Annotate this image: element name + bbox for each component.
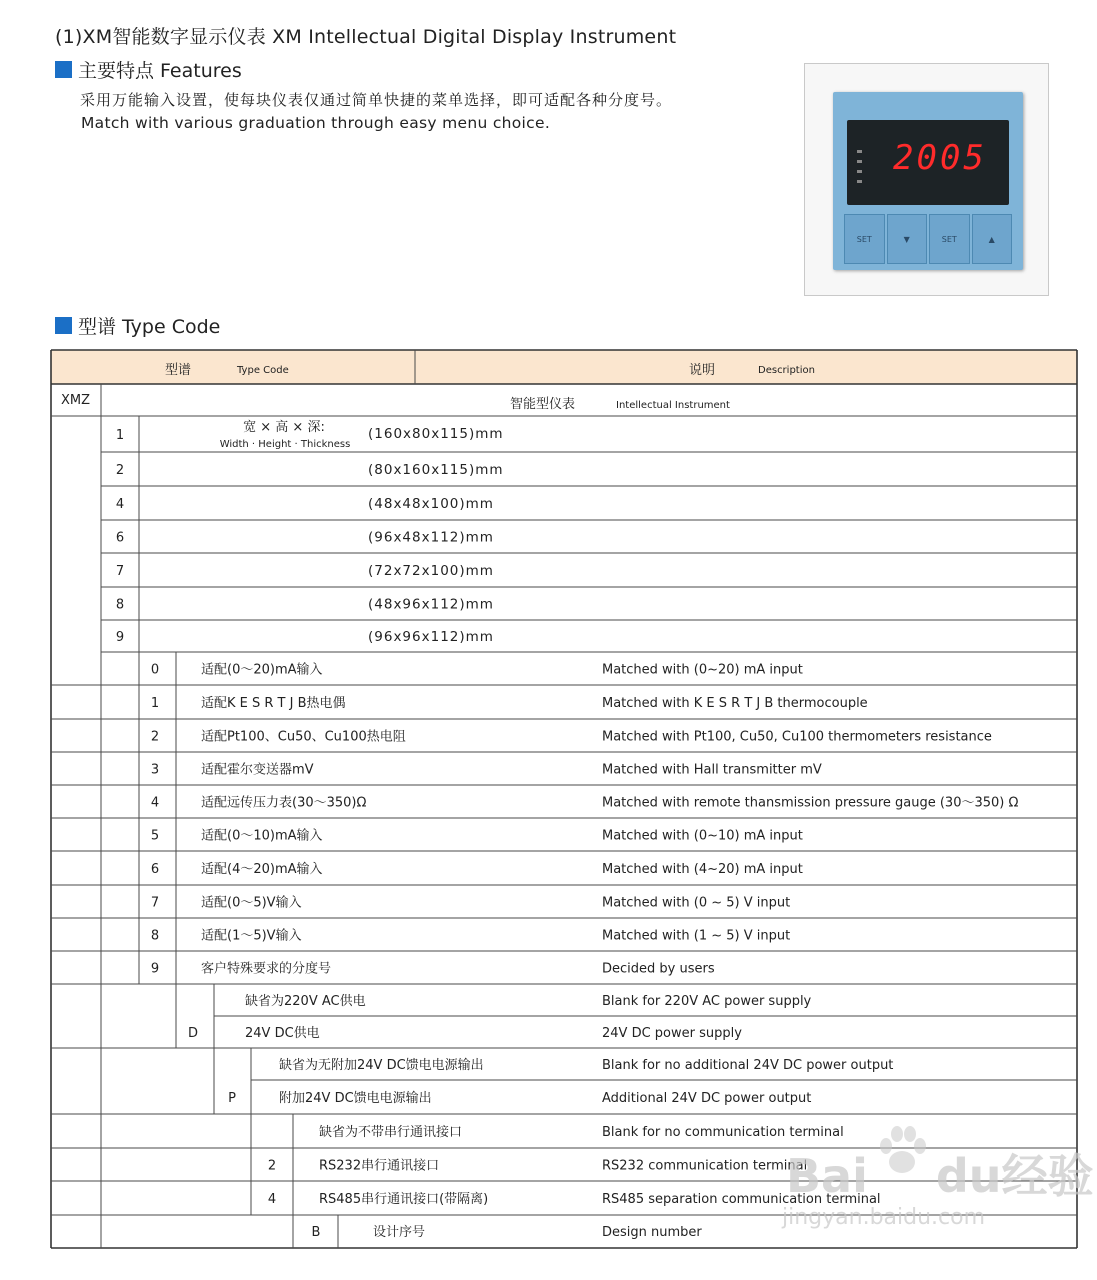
input-desc-cn-1: 适配K E S R T J B热电偶 bbox=[201, 696, 346, 711]
input-desc-en-4: Matched with remote thansmission pressure gauge (30～350) Ω bbox=[602, 795, 1019, 811]
size-dim-8: (48x96x112)mm bbox=[368, 596, 494, 613]
design-desc-en: Design number bbox=[602, 1225, 702, 1240]
size-code-6: 6 bbox=[115, 530, 125, 546]
device-photo bbox=[804, 63, 1049, 296]
input-code-5: 5 bbox=[150, 828, 160, 844]
type-code-table bbox=[51, 350, 1077, 1248]
size-code-7: 7 bbox=[115, 564, 125, 579]
input-desc-en-6: Matched with (4~20) mA input bbox=[602, 862, 803, 877]
features-desc-cn: 采用万能输入设置，使每块仪表仅通过简单快捷的菜单选择，即可适配各种分度号。 bbox=[80, 91, 673, 109]
size-dim-6: (96x48x112)mm bbox=[368, 529, 494, 546]
input-code-2: 2 bbox=[150, 729, 160, 745]
xmz-desc-cn: 智能型仪表 bbox=[510, 397, 576, 412]
header-type-code-en: Type Code bbox=[237, 365, 289, 376]
input-code-7: 7 bbox=[150, 895, 160, 911]
comm-code-1: 2 bbox=[267, 1158, 277, 1174]
input-code-4: 4 bbox=[150, 795, 160, 811]
size-code-4: 4 bbox=[115, 497, 125, 512]
feed-desc-cn-0: 缺省为无附加24V DC馈电电源输出 bbox=[279, 1058, 484, 1073]
size-label-cn: 宽 × 高 × 深: bbox=[243, 420, 325, 435]
design-desc-cn: 设计序号 bbox=[373, 1225, 426, 1240]
input-desc-en-9: Decided by users bbox=[602, 961, 715, 977]
comm-desc-en-2: RS485 separation communication terminal bbox=[602, 1192, 881, 1207]
power-desc-cn-1: 24V DC供电 bbox=[245, 1026, 320, 1041]
input-desc-cn-9: 客户特殊要求的分度号 bbox=[201, 961, 332, 977]
input-desc-en-8: Matched with (1 ~ 5) V input bbox=[602, 928, 791, 944]
input-desc-cn-4: 适配远传压力表(30～350)Ω bbox=[201, 795, 367, 811]
input-desc-cn-6: 适配(4～20)mA输入 bbox=[201, 862, 323, 877]
input-desc-en-2: Matched with Pt100, Cu50, Cu100 thermometers resistance bbox=[602, 729, 992, 745]
section-marker-icon bbox=[55, 317, 72, 334]
size-dim-4: (48x48x100)mm bbox=[368, 496, 494, 512]
device-readout: 2005 bbox=[893, 138, 987, 178]
device-key-set: SET bbox=[844, 214, 885, 264]
design-code: B bbox=[311, 1225, 321, 1240]
input-code-8: 8 bbox=[150, 928, 160, 944]
input-desc-en-7: Matched with (0 ~ 5) V input bbox=[602, 895, 791, 911]
comm-desc-cn-2: RS485串行通讯接口(带隔离) bbox=[319, 1192, 489, 1207]
header-description-cn: 说明 bbox=[689, 363, 716, 378]
size-dim-2: (80x160x115)mm bbox=[368, 462, 504, 478]
input-desc-en-1: Matched with K E S R T J B thermocouple bbox=[602, 696, 868, 711]
size-dim-1: (160x80x115)mm bbox=[368, 426, 504, 442]
xmz-desc-en: Intellectual Instrument bbox=[616, 400, 730, 411]
input-desc-en-3: Matched with Hall transmitter mV bbox=[602, 762, 822, 778]
input-desc-cn-3: 适配霍尔变送器mV bbox=[201, 762, 314, 778]
code-xmz: XMZ bbox=[61, 393, 91, 408]
comm-desc-en-1: RS232 communication terminal bbox=[602, 1158, 808, 1174]
size-label-en: Width · Height · Thickness bbox=[219, 439, 351, 450]
comm-code-2: 4 bbox=[267, 1192, 277, 1207]
input-code-3: 3 bbox=[150, 762, 160, 778]
input-desc-en-0: Matched with (0~20) mA input bbox=[602, 662, 803, 678]
power-desc-en-0: Blank for 220V AC power supply bbox=[602, 994, 812, 1009]
size-code-1: 1 bbox=[115, 428, 125, 443]
feed-desc-cn-1: 附加24V DC馈电电源输出 bbox=[279, 1091, 432, 1106]
comm-desc-cn-1: RS232串行通讯接口 bbox=[319, 1158, 440, 1174]
input-desc-cn-0: 适配(0～20)mA输入 bbox=[201, 662, 323, 678]
input-desc-cn-5: 适配(0～10)mA输入 bbox=[201, 828, 323, 844]
power-code-1: D bbox=[187, 1026, 199, 1041]
size-dim-7: (72x72x100)mm bbox=[368, 563, 494, 579]
header-description-en: Description bbox=[758, 365, 815, 376]
page-title: (1)XM智能数字显示仪表 XM Intellectual Digital Display Instrument bbox=[55, 26, 677, 48]
input-desc-cn-8: 适配(1～5)V输入 bbox=[201, 928, 302, 944]
power-desc-en-1: 24V DC power supply bbox=[602, 1026, 742, 1041]
power-desc-cn-0: 缺省为220V AC供电 bbox=[245, 994, 366, 1009]
type-code-heading-text: 型谱 Type Code bbox=[78, 316, 221, 338]
type-code-heading bbox=[55, 312, 220, 339]
device-screen bbox=[847, 120, 1009, 205]
header-type-code-cn: 型谱 bbox=[165, 363, 192, 378]
device-key-up: ▲ bbox=[972, 214, 1013, 264]
features-heading bbox=[55, 56, 242, 83]
feed-desc-en-0: Blank for no additional 24V DC power output bbox=[602, 1058, 894, 1073]
comm-desc-cn-0: 缺省为不带串行通讯接口 bbox=[319, 1125, 463, 1140]
input-desc-cn-7: 适配(0～5)V输入 bbox=[201, 895, 302, 911]
features-desc-en: Match with various graduation through easy menu choice. bbox=[81, 114, 551, 132]
input-desc-en-5: Matched with (0~10) mA input bbox=[602, 828, 803, 844]
display-instrument bbox=[833, 92, 1023, 270]
input-code-1: 1 bbox=[150, 696, 160, 711]
input-code-0: 0 bbox=[150, 662, 160, 678]
size-dim-9: (96x96x112)mm bbox=[368, 629, 494, 645]
table-header-band bbox=[51, 350, 1077, 384]
features-heading-text: 主要特点 Features bbox=[78, 60, 242, 82]
device-key-set-2: SET bbox=[929, 214, 970, 264]
input-code-9: 9 bbox=[150, 961, 160, 977]
device-keypad bbox=[843, 214, 1013, 264]
feed-desc-en-1: Additional 24V DC power output bbox=[602, 1091, 812, 1106]
feed-code-1: P bbox=[228, 1091, 236, 1106]
watermark-url: jingyan.baidu.com bbox=[782, 1205, 986, 1230]
size-code-8: 8 bbox=[115, 597, 125, 613]
device-key-down: ▼ bbox=[887, 214, 928, 264]
input-code-6: 6 bbox=[150, 862, 160, 877]
size-code-2: 2 bbox=[115, 463, 125, 478]
input-desc-cn-2: 适配Pt100、Cu50、Cu100热电阻 bbox=[201, 729, 406, 745]
watermark-brand: Bai du经验 bbox=[786, 1149, 1094, 1203]
comm-desc-en-0: Blank for no communication terminal bbox=[602, 1125, 844, 1140]
size-code-9: 9 bbox=[115, 630, 125, 645]
section-marker-icon bbox=[55, 61, 72, 78]
